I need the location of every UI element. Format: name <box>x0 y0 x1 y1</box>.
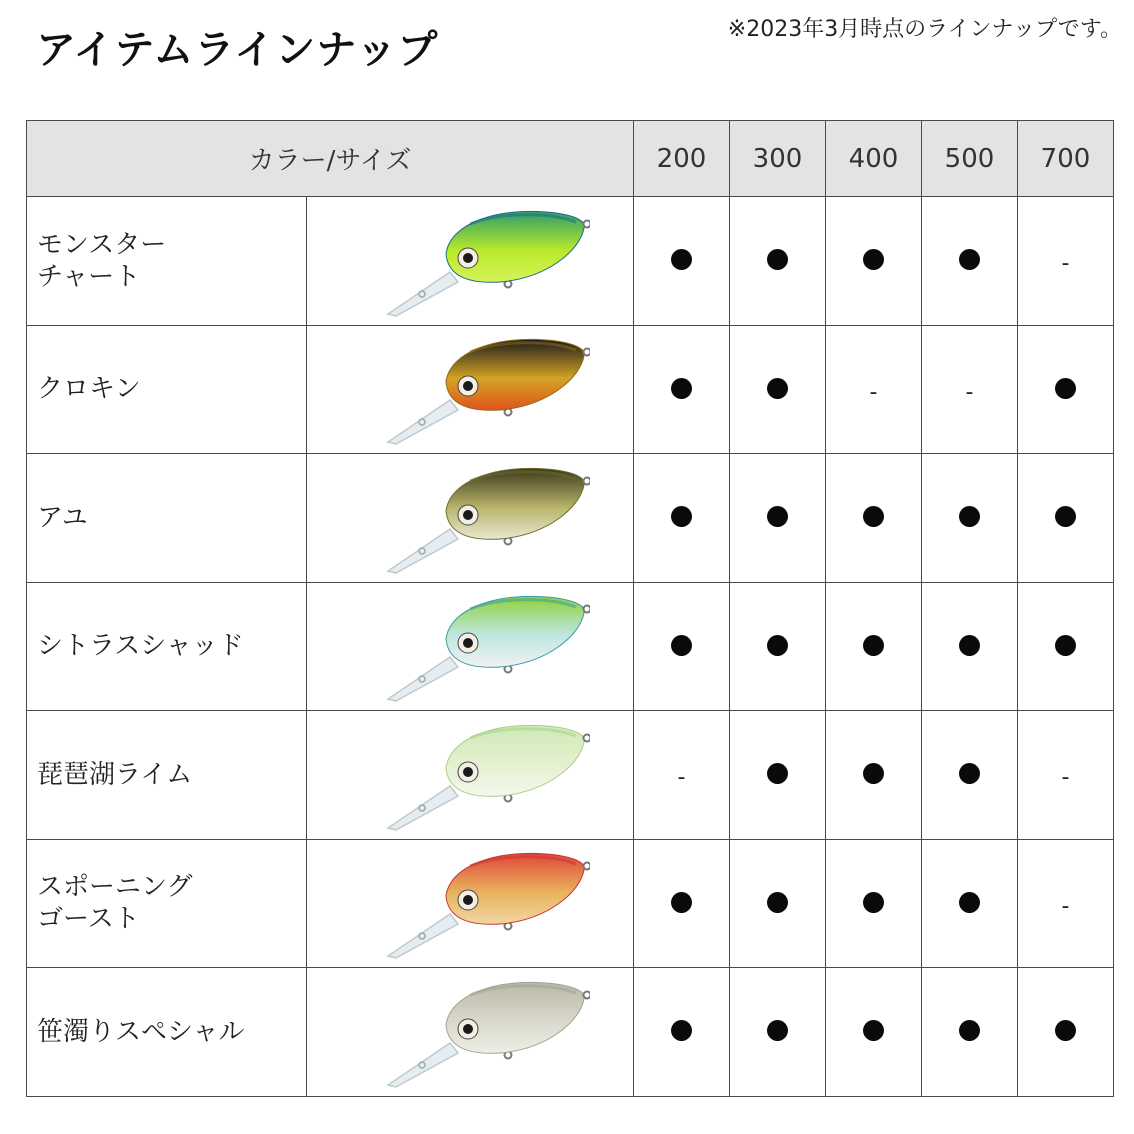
availability-cell <box>826 968 922 1097</box>
table-row <box>27 454 1114 583</box>
availability-cell <box>826 582 922 711</box>
color-name: 琵琶湖ライム <box>37 759 193 790</box>
size-header-700: 700 <box>1018 121 1114 197</box>
availability-cell <box>826 711 922 840</box>
availability-cell <box>1018 582 1114 711</box>
availability-cell <box>922 711 1018 840</box>
available-dot-icon <box>959 892 980 913</box>
available-dot-icon <box>767 892 788 913</box>
color-name: シトラスシャッド <box>37 631 244 662</box>
availability-cell <box>1018 197 1114 326</box>
size-header-400: 400 <box>826 121 922 197</box>
color-name: クロキン <box>37 374 141 405</box>
unavailable-mark: - <box>1061 765 1070 791</box>
color-name: アユ <box>37 502 88 533</box>
available-dot-icon <box>863 892 884 913</box>
available-dot-icon <box>863 506 884 527</box>
available-dot-icon <box>863 763 884 784</box>
color-name-cell <box>27 711 307 840</box>
available-dot-icon <box>671 249 692 270</box>
unavailable-mark: - <box>1061 893 1070 919</box>
availability-cell <box>634 711 730 840</box>
availability-cell <box>634 454 730 583</box>
availability-cell <box>826 197 922 326</box>
size-header-500: 500 <box>922 121 1018 197</box>
available-dot-icon <box>767 378 788 399</box>
color-name-cell <box>27 839 307 968</box>
lure-monster-chart-image <box>350 202 590 320</box>
lure-image-cell <box>307 454 634 583</box>
table-row <box>27 325 1114 454</box>
available-dot-icon <box>959 1020 980 1041</box>
availability-cell <box>922 839 1018 968</box>
available-dot-icon <box>671 506 692 527</box>
size-header-200: 200 <box>634 121 730 197</box>
available-dot-icon <box>767 506 788 527</box>
available-dot-icon <box>959 249 980 270</box>
available-dot-icon <box>1055 635 1076 656</box>
availability-cell <box>826 454 922 583</box>
lure-spawning-ghost-image <box>350 844 590 962</box>
available-dot-icon <box>959 506 980 527</box>
page-title: アイテムラインナップ <box>36 27 439 73</box>
lure-image-cell <box>307 325 634 454</box>
unavailable-mark: - <box>965 379 974 405</box>
color-name: 笹濁りスペシャル <box>37 1016 245 1047</box>
lineup-date-note: ※2023年3月時点のラインナップです。 <box>727 17 1122 42</box>
table-row <box>27 839 1114 968</box>
table-row <box>27 197 1114 326</box>
availability-cell <box>826 839 922 968</box>
lure-biwako-lime-image <box>350 716 590 834</box>
lineup-body <box>27 197 1114 1097</box>
color-name-cell <box>27 968 307 1097</box>
availability-cell <box>634 197 730 326</box>
availability-cell <box>730 197 826 326</box>
availability-cell <box>922 968 1018 1097</box>
available-dot-icon <box>671 378 692 399</box>
unavailable-mark: - <box>677 765 686 791</box>
color-name-cell <box>27 582 307 711</box>
lure-sasanigori-special-image <box>350 973 590 1091</box>
available-dot-icon <box>959 635 980 656</box>
available-dot-icon <box>863 635 884 656</box>
table-row <box>27 968 1114 1097</box>
availability-cell <box>730 582 826 711</box>
available-dot-icon <box>1055 1020 1076 1041</box>
table-row <box>27 711 1114 840</box>
color-name: スポーニング ゴースト <box>37 872 193 935</box>
availability-cell <box>1018 454 1114 583</box>
availability-cell <box>634 582 730 711</box>
available-dot-icon <box>671 635 692 656</box>
available-dot-icon <box>767 763 788 784</box>
availability-cell <box>922 582 1018 711</box>
availability-cell <box>922 197 1018 326</box>
availability-cell <box>922 454 1018 583</box>
availability-cell <box>730 325 826 454</box>
unavailable-mark: - <box>1061 251 1070 277</box>
lure-ayu-image <box>350 459 590 577</box>
available-dot-icon <box>671 1020 692 1041</box>
availability-cell <box>1018 968 1114 1097</box>
size-header-300: 300 <box>730 121 826 197</box>
availability-cell <box>1018 839 1114 968</box>
color-name-cell <box>27 325 307 454</box>
available-dot-icon <box>863 1020 884 1041</box>
availability-cell <box>1018 325 1114 454</box>
available-dot-icon <box>1055 506 1076 527</box>
available-dot-icon <box>671 892 692 913</box>
availability-cell <box>730 968 826 1097</box>
lure-image-cell <box>307 711 634 840</box>
lure-kurokin-image <box>350 330 590 448</box>
availability-cell <box>730 711 826 840</box>
available-dot-icon <box>959 763 980 784</box>
availability-cell <box>634 968 730 1097</box>
availability-cell <box>730 454 826 583</box>
lure-citrus-shad-image <box>350 587 590 705</box>
color-name-cell <box>27 454 307 583</box>
availability-cell <box>730 839 826 968</box>
available-dot-icon <box>863 249 884 270</box>
availability-cell <box>826 325 922 454</box>
unavailable-mark: - <box>869 379 878 405</box>
lure-image-cell <box>307 197 634 326</box>
header-row <box>27 121 1114 197</box>
availability-cell <box>922 325 1018 454</box>
color-name: モンスター チャート <box>37 229 167 292</box>
lure-image-cell <box>307 582 634 711</box>
availability-cell <box>634 839 730 968</box>
availability-cell <box>634 325 730 454</box>
color-size-header: カラー/サイズ <box>27 121 634 197</box>
lineup-table <box>26 120 1114 1097</box>
availability-cell <box>1018 711 1114 840</box>
available-dot-icon <box>767 1020 788 1041</box>
lure-image-cell <box>307 839 634 968</box>
lure-image-cell <box>307 968 634 1097</box>
table-row <box>27 582 1114 711</box>
available-dot-icon <box>1055 378 1076 399</box>
available-dot-icon <box>767 249 788 270</box>
color-name-cell <box>27 197 307 326</box>
available-dot-icon <box>767 635 788 656</box>
